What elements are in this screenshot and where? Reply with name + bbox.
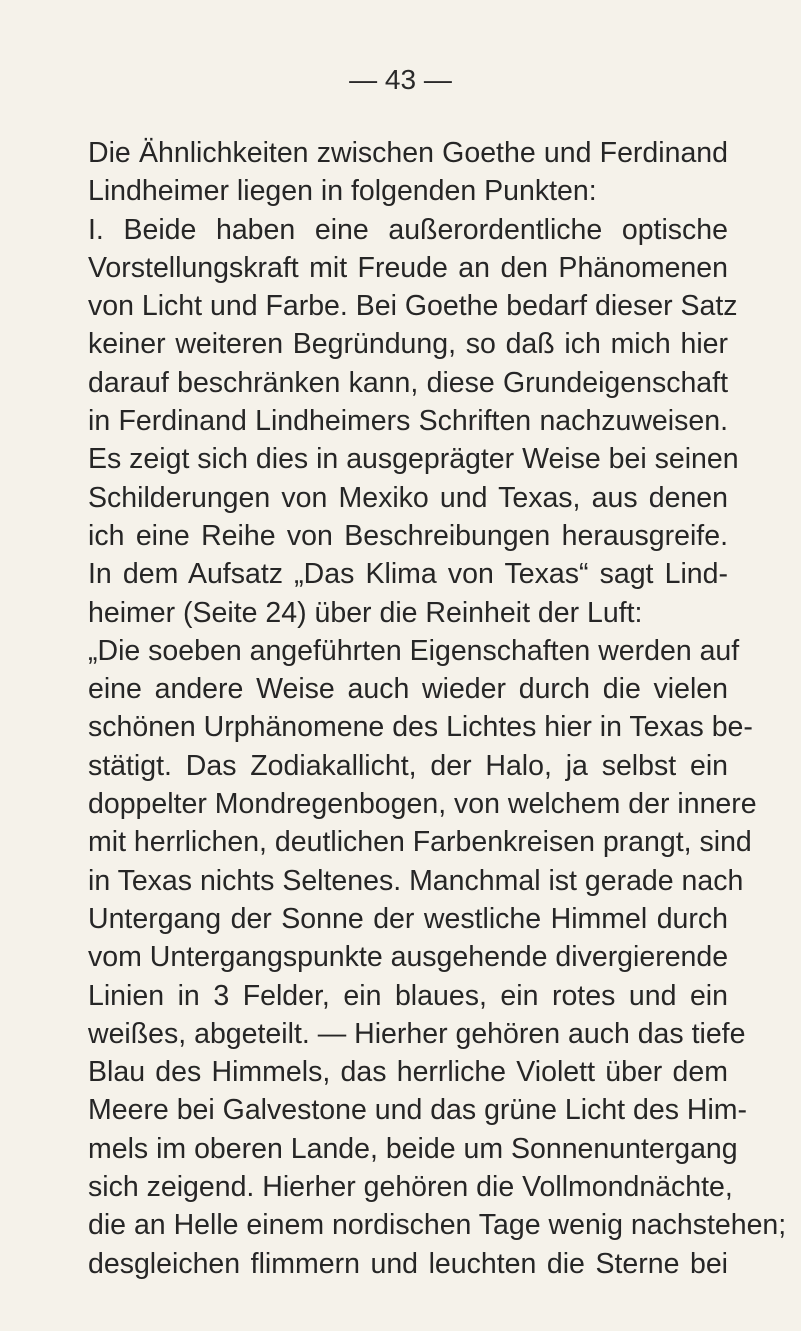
text-line: vom Untergangspunkte ausgehende divergierende	[88, 941, 729, 974]
text-line: Vorstellungskraft mit Freude an den Phänomenen	[88, 251, 728, 284]
text-line: sich zeigend. Hierher gehören die Vollmondnächte,	[88, 1171, 733, 1204]
body-text	[88, 134, 787, 1283]
text-line: keiner weiteren Begründung, so daß ich mich hier	[88, 328, 728, 361]
page-number: — 43 —	[349, 64, 452, 95]
text-line: stätigt. Das Zodiakallicht, der Halo, ja selbst ein	[88, 749, 728, 782]
text-line: desgleichen flimmern und leuchten die Sterne bei	[88, 1247, 728, 1280]
text-line: darauf beschränken kann, diese Grundeigenschaft	[88, 366, 728, 399]
text-line: weißes, abgeteilt. — Hierher gehören auch das tiefe	[88, 1017, 746, 1050]
text-line: eine andere Weise auch wieder durch die vielen	[88, 673, 728, 706]
text-line: Untergang der Sonne der westliche Himmel durch	[88, 902, 728, 935]
text-line: schönen Urphänomene des Lichtes hier in Texas be-	[88, 711, 753, 744]
text-line: die an Helle einem nordischen Tage wenig nachstehen;	[88, 1209, 787, 1242]
text-line: Blau des Himmels, das herrliche Violett über dem	[88, 1056, 728, 1089]
text-line: in Ferdinand Lindheimers Schriften nachzuweisen.	[88, 405, 728, 438]
text-line: Meere bei Galvestone und das grüne Licht des Him-	[88, 1094, 748, 1127]
text-line: heimer (Seite 24) über die Reinheit der Luft:	[88, 596, 643, 629]
text-line: ich eine Reihe von Beschreibungen herausgreife.	[88, 519, 728, 552]
text-line: in Texas nichts Seltenes. Manchmal ist gerade nach	[88, 864, 744, 897]
text-line: doppelter Mondregenbogen, von welchem der innere	[88, 788, 757, 821]
text-line: mels im oberen Lande, beide um Sonnenuntergang	[88, 1132, 738, 1165]
text-line: mit herrlichen, deutlichen Farbenkreisen prangt, sind	[88, 826, 752, 859]
text-line: I. Beide haben eine außerordentliche optische	[88, 213, 728, 246]
text-line: Die Ähnlichkeiten zwischen Goethe und Ferdinand	[88, 137, 728, 169]
text-line: In dem Aufsatz „Das Klima von Texas“ sagt Lind-	[88, 558, 728, 591]
text-line: Linien in 3 Felder, ein blaues, ein rotes und ein	[88, 979, 728, 1012]
text-line: von Licht und Farbe. Bei Goethe bedarf dieser Satz	[88, 290, 738, 323]
text-line: Schilderungen von Mexiko und Texas, aus denen	[88, 481, 728, 514]
text-line: Es zeigt sich dies in ausgeprägter Weise bei seinen	[88, 443, 739, 476]
text-line: „Die soeben angeführten Eigenschaften werden auf	[88, 634, 740, 667]
text-line: Lindheimer liegen in folgenden Punkten:	[88, 175, 597, 208]
